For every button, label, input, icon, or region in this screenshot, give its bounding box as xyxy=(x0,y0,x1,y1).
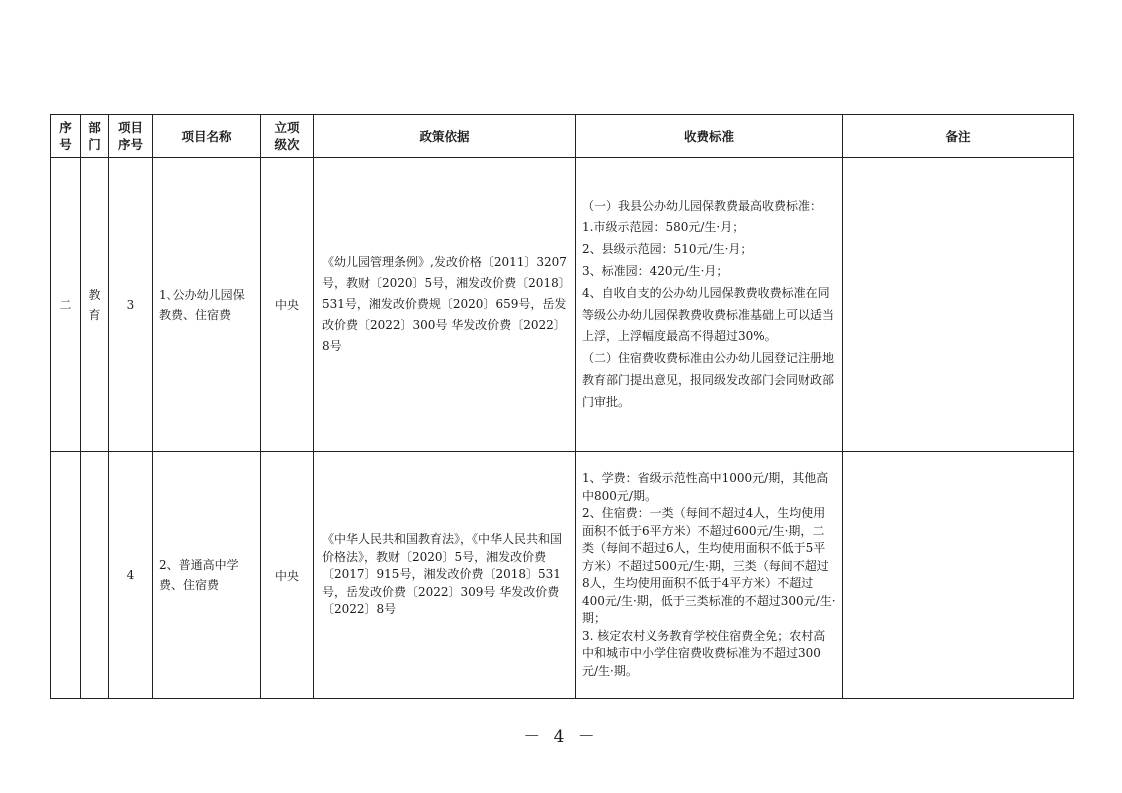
row-policy: 《幼儿园管理条例》,发改价格〔2011〕3207号，教财〔2020〕5号，湘发改价费〔2018〕531号，湘发改价费规〔2020〕659号，岳发改价费〔2022〕300号 华发改价费〔2022〕8号 xyxy=(314,158,576,452)
table-row xyxy=(51,158,1074,452)
header-item-seq: 项目 序号 xyxy=(109,115,153,158)
row-level: 中央 xyxy=(261,158,314,452)
row-dept xyxy=(81,452,109,699)
header-level: 立项 级次 xyxy=(261,115,314,158)
header-seq: 序 号 xyxy=(51,115,81,158)
header-item-name: 项目名称 xyxy=(153,115,261,158)
row-dept: 教 育 xyxy=(81,158,109,452)
row-item-name: 1､公办幼儿园保教费、住宿费 xyxy=(153,158,261,452)
table-row xyxy=(51,452,1074,699)
row-standard: （一）我县公办幼儿园保教费最高收费标准： 1.市级示范园：580元/生·月； 2、县级示范园：510元/生·月； 3、标准园：420元/生·月； 4、自收自支的公办幼儿园保教费收费标准在同等级公办幼儿园保教费收费标准基础上可以适当上浮，上浮幅度最高不得超过30%。 （二）住宿费收费标准由公办幼儿园登记注册地教育部门提出意见，报同级发改部门会同财政部门审批。 xyxy=(576,158,843,452)
row-policy: 《中华人民共和国教育法》，《中华人民共和国价格法》，教财〔2020〕5号，湘发改价费〔2017〕915号，湘发改价费〔2018〕531号，岳发改价费〔2022〕309号 华发改价费〔2022〕8号 xyxy=(314,452,576,699)
row-level: 中央 xyxy=(261,452,314,699)
row-item-name: 2、普通高中学费、住宿费 xyxy=(153,452,261,699)
row-seq: 二 xyxy=(51,158,81,452)
header-policy: 政策依据 xyxy=(314,115,576,158)
header-remarks: 备注 xyxy=(843,115,1074,158)
header-row xyxy=(51,115,1074,158)
row-item-seq: 3 xyxy=(109,158,153,452)
header-dept: 部 门 xyxy=(81,115,109,158)
header-standard: 收费标准 xyxy=(576,115,843,158)
row-seq xyxy=(51,452,81,699)
fee-table xyxy=(50,114,1074,699)
row-remarks xyxy=(843,452,1074,699)
row-remarks xyxy=(843,158,1074,452)
row-standard: 1、学费：省级示范性高中1000元/期，其他高中800元/期。 2、住宿费：一类（每间不超过4人，生均使用面积不低于6平方米）不超过600元/生·期，二类（每间不超过6人，生均使用面积不低于5平方米）不超过500元/生·期，三类（每间不超过8人，生均使用面积不低于4平方米）不超过400元/生·期，低于三类标准的不超过300元/生·期； 3. 核定农村义务教育学校住宿费全免；农村高中和城市中小学住宿费收费标准为不超过300元/生·期。 xyxy=(576,452,843,699)
page-number: － 4 － xyxy=(523,727,599,747)
row-item-seq: 4 xyxy=(109,452,153,699)
